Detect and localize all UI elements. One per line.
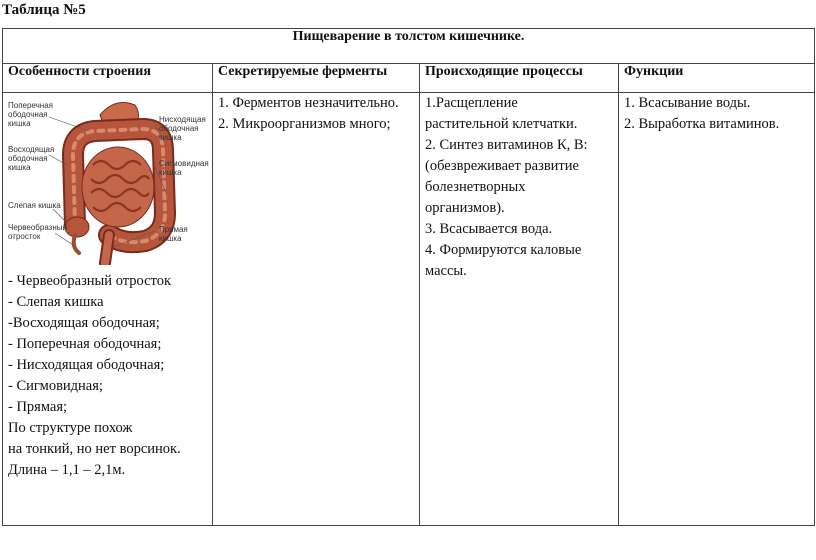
- process-line: 2. Синтез витаминов К, В:: [425, 137, 588, 153]
- structure-line: - Сигмовидная;: [8, 378, 103, 394]
- structure-line: - Поперечная ободочная;: [8, 336, 162, 352]
- label-transverse-colon: Поперечная ободочная кишка: [8, 101, 53, 128]
- label-rectum: Прямая кишка: [159, 225, 188, 243]
- structure-list: [8, 271, 207, 481]
- process-line: 1.Расщепление: [425, 95, 518, 111]
- table-title: Пищеварение в толстом кишечнике.: [3, 29, 815, 64]
- structure-line: - Прямая;: [8, 399, 68, 415]
- functions-cell: [619, 93, 815, 526]
- structure-line: - Слепая кишка: [8, 294, 104, 310]
- structure-line: - Червеобразный отросток: [8, 273, 171, 289]
- label-appendix: Червеобразный отросток: [8, 223, 67, 241]
- label-cecum: Слепая кишка: [8, 201, 61, 210]
- large-intestine-diagram: [5, 95, 209, 265]
- label-descending-colon: Нисходящая ободочная кишка: [159, 115, 206, 142]
- process-line: (обезвреживает развитие: [425, 158, 579, 174]
- structure-line: на тонкий, но нет ворсинок.: [8, 441, 181, 457]
- process-line: болезнетворных: [425, 179, 526, 195]
- enzyme-line: 2. Микроорганизмов много;: [218, 116, 391, 132]
- digestion-table: [2, 28, 815, 526]
- function-line: 2. Выработка витаминов.: [624, 116, 780, 132]
- column-header-functions: Функции: [619, 64, 815, 93]
- enzyme-line: 1. Ферментов незначительно.: [218, 95, 399, 111]
- column-header-processes: Происходящие процессы: [420, 64, 619, 93]
- enzymes-cell: [213, 93, 420, 526]
- process-line: 3. Всасывается вода.: [425, 221, 553, 237]
- structure-line: По структуре похож: [8, 420, 133, 436]
- label-ascending-colon: Восходящая ободочная кишка: [8, 145, 55, 172]
- process-line: массы.: [425, 263, 467, 279]
- process-line: 4. Формируются каловые: [425, 242, 582, 258]
- structure-cell: [3, 93, 213, 526]
- function-line: 1. Всасывание воды.: [624, 95, 751, 111]
- process-line: организмов).: [425, 200, 505, 216]
- process-line: растительной клетчатки.: [425, 116, 578, 132]
- column-header-structure: Особенности строения: [3, 64, 213, 93]
- structure-line: Длина – 1,1 – 2,1м.: [8, 462, 126, 478]
- structure-line: - Нисходящая ободочная;: [8, 357, 165, 373]
- column-header-enzymes: Секретируемые ферменты: [213, 64, 420, 93]
- processes-cell: [420, 93, 619, 526]
- structure-line: -Восходящая ободочная;: [8, 315, 160, 331]
- table-number-heading: Таблица №5: [2, 2, 86, 18]
- label-sigmoid-colon: Сигмовидная кишка: [159, 159, 209, 177]
